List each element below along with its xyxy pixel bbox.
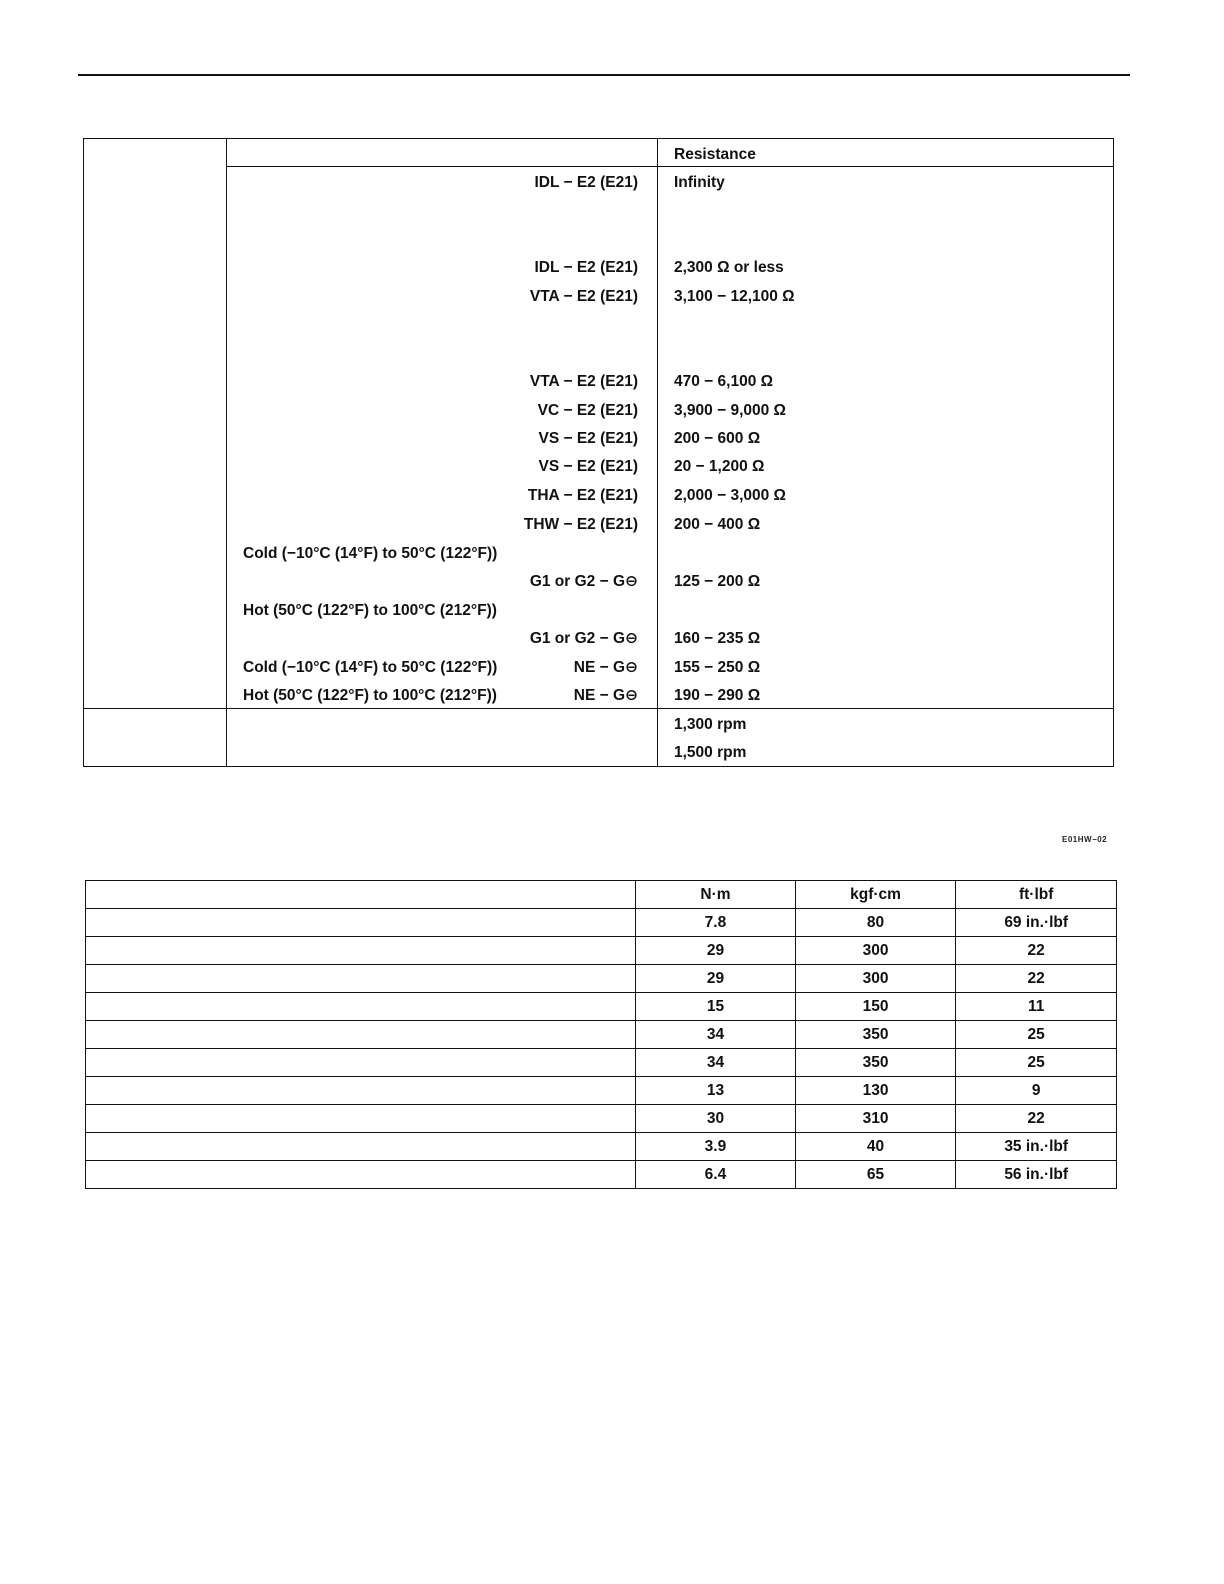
nm-cell: 29 [636, 965, 796, 993]
terminal-label: VTA − E2 (E21) [529, 373, 638, 390]
terminal-label: G1 or G2 − G⊖ [529, 573, 638, 590]
resistance-value: 3,100 − 12,100 Ω [674, 288, 795, 305]
ftlbf-header: ft·lbf [956, 881, 1117, 909]
ftlbf-cell: 56 in.·lbf [956, 1161, 1117, 1189]
ftlbf-cell: 9 [956, 1077, 1117, 1105]
ftlbf-cell: 25 [956, 1049, 1117, 1077]
terminal-label: NE − G⊖ [573, 659, 638, 676]
resistance-header: Resistance [674, 146, 756, 163]
table-row [86, 1105, 1117, 1133]
rpm-value: 1,500 rpm [674, 744, 747, 761]
resistance-spec-table [83, 138, 1114, 767]
terminal-label: VC − E2 (E21) [537, 402, 638, 419]
resistance-value: Infinity [674, 174, 725, 191]
cold-condition-note: Cold (−10°C (14°F) to 50°C (122°F)) [243, 659, 498, 676]
nm-cell: 6.4 [636, 1161, 796, 1189]
hot-condition-note: Hot (50°C (122°F) to 100°C (212°F)) [243, 602, 497, 619]
nm-cell: 34 [636, 1049, 796, 1077]
kgfcm-cell: 300 [795, 937, 956, 965]
nm-cell: 13 [636, 1077, 796, 1105]
ftlbf-cell: 22 [956, 937, 1117, 965]
resistance-value: 200 − 400 Ω [674, 516, 761, 533]
resistance-value: 2,300 Ω or less [674, 259, 784, 276]
table-row [86, 993, 1117, 1021]
resistance-value: 155 − 250 Ω [674, 659, 761, 676]
kgfcm-header: kgf·cm [795, 881, 956, 909]
figure-code: E01HW−02 [1062, 835, 1108, 844]
resistance-value: 470 − 6,100 Ω [674, 373, 774, 390]
kgfcm-cell: 150 [795, 993, 956, 1021]
terminal-label: THW − E2 (E21) [523, 516, 638, 533]
table-header-row [86, 881, 1117, 909]
terminal-label: VS − E2 (E21) [538, 458, 638, 475]
column-divider [657, 139, 658, 766]
table-row [86, 965, 1117, 993]
ftlbf-cell: 69 in.·lbf [956, 909, 1117, 937]
rpm-value: 1,300 rpm [674, 716, 747, 733]
item-cell [86, 937, 636, 965]
resistance-value: 160 − 235 Ω [674, 630, 761, 647]
ftlbf-cell: 25 [956, 1021, 1117, 1049]
kgfcm-cell: 350 [795, 1049, 956, 1077]
item-cell [86, 993, 636, 1021]
table-row [86, 937, 1117, 965]
resistance-value: 190 − 290 Ω [674, 687, 761, 704]
resistance-value: 125 − 200 Ω [674, 573, 761, 590]
kgfcm-cell: 65 [795, 1161, 956, 1189]
item-cell [86, 1133, 636, 1161]
resistance-value: 200 − 600 Ω [674, 430, 761, 447]
item-cell [86, 1021, 636, 1049]
kgfcm-cell: 130 [795, 1077, 956, 1105]
kgfcm-cell: 40 [795, 1133, 956, 1161]
item-cell [86, 1105, 636, 1133]
table-row [86, 909, 1117, 937]
item-cell [86, 1049, 636, 1077]
terminal-label: IDL − E2 (E21) [534, 259, 638, 276]
table-row [86, 1049, 1117, 1077]
ftlbf-cell: 11 [956, 993, 1117, 1021]
terminal-label: VTA − E2 (E21) [529, 288, 638, 305]
nm-cell: 34 [636, 1021, 796, 1049]
nm-cell: 3.9 [636, 1133, 796, 1161]
kgfcm-cell: 310 [795, 1105, 956, 1133]
table-row [86, 1161, 1117, 1189]
resistance-value: 20 − 1,200 Ω [674, 458, 765, 475]
terminal-label: THA − E2 (E21) [527, 487, 638, 504]
kgfcm-cell: 300 [795, 965, 956, 993]
resistance-value: 3,900 − 9,000 Ω [674, 402, 786, 419]
row-divider [84, 708, 1113, 709]
nm-cell: 29 [636, 937, 796, 965]
nm-header: N·m [636, 881, 796, 909]
table-row [86, 1133, 1117, 1161]
nm-cell: 7.8 [636, 909, 796, 937]
terminal-label: VS − E2 (E21) [538, 430, 638, 447]
header-divider [226, 166, 1113, 167]
item-cell [86, 1161, 636, 1189]
table-row [86, 1077, 1117, 1105]
item-cell [86, 909, 636, 937]
table-row [86, 1021, 1117, 1049]
page-top-rule [78, 74, 1130, 76]
cold-condition-note: Cold (−10°C (14°F) to 50°C (122°F)) [243, 545, 498, 562]
nm-cell: 15 [636, 993, 796, 1021]
terminal-label: NE − G⊖ [573, 687, 638, 704]
kgfcm-cell: 80 [795, 909, 956, 937]
kgfcm-cell: 350 [795, 1021, 956, 1049]
ftlbf-cell: 35 in.·lbf [956, 1133, 1117, 1161]
ftlbf-cell: 22 [956, 1105, 1117, 1133]
hot-condition-note: Hot (50°C (122°F) to 100°C (212°F)) [243, 687, 497, 704]
resistance-value: 2,000 − 3,000 Ω [674, 487, 786, 504]
item-cell [86, 965, 636, 993]
item-header [86, 881, 636, 909]
torque-spec-table [85, 880, 1117, 1189]
nm-cell: 30 [636, 1105, 796, 1133]
column-divider [226, 139, 227, 766]
item-cell [86, 1077, 636, 1105]
terminal-label: IDL − E2 (E21) [534, 174, 638, 191]
ftlbf-cell: 22 [956, 965, 1117, 993]
terminal-label: G1 or G2 − G⊖ [529, 630, 638, 647]
